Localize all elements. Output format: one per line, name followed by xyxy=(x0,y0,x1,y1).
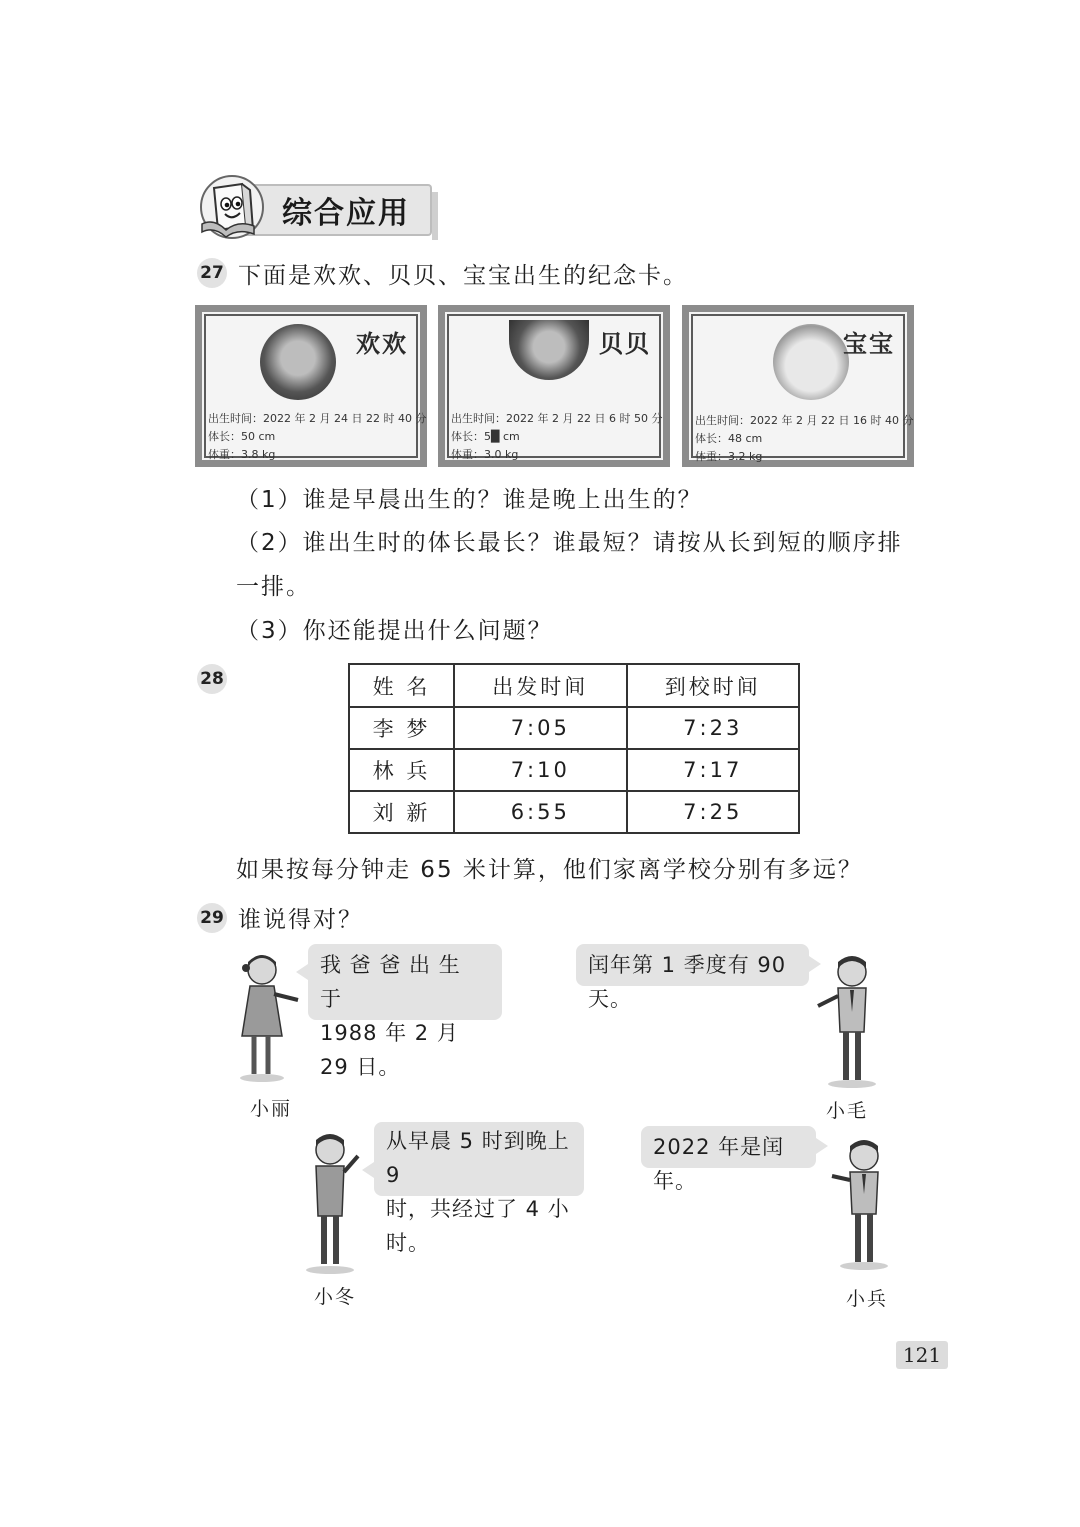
kid-name-xiaomao: 小毛 xyxy=(826,1100,869,1122)
question-number-27: 27 xyxy=(197,258,227,288)
table-cell-name: 刘 新 xyxy=(349,791,454,833)
bubble-line: 我 爸 爸 出 生 于 xyxy=(320,953,461,1011)
bubble-line: 从早晨 5 时到晚上 9 xyxy=(386,1129,570,1187)
card-weight: 体重：3.8 kg xyxy=(208,448,276,461)
table-header-row xyxy=(349,664,799,707)
boy-figure-icon xyxy=(824,1136,900,1276)
table-cell-name: 林 兵 xyxy=(349,749,454,791)
table-cell-arrive: 7:17 xyxy=(627,749,799,791)
section-header xyxy=(196,174,436,240)
kid-name-xiaoli: 小丽 xyxy=(250,1098,293,1120)
table-cell-depart: 6:55 xyxy=(454,791,626,833)
card-name: 欢欢 xyxy=(356,330,408,358)
card-weight: 体重：3.0 kg xyxy=(451,448,519,461)
question-27-sub3: （3）你还能提出什么问题？ xyxy=(236,618,553,644)
card-birth-time: 出生时间：2022 年 2 月 24 日 22 时 40 分 xyxy=(208,412,427,425)
schedule-table xyxy=(348,663,800,834)
kid-name-xiaodong: 小冬 xyxy=(314,1286,357,1308)
bubble-line: 2022 年是闰年。 xyxy=(653,1135,785,1193)
question-number-28: 28 xyxy=(197,664,227,694)
boy-figure-icon xyxy=(302,1130,372,1280)
section-title: 综合应用 xyxy=(282,196,410,231)
speech-bubble-xiaomao xyxy=(576,944,809,1011)
baby-photo xyxy=(773,324,849,400)
card-length: 体长：5█ cm xyxy=(451,430,520,443)
card-name: 贝贝 xyxy=(599,330,651,358)
card-birth-time: 出生时间：2022 年 2 月 22 日 16 时 40 分 xyxy=(695,414,914,427)
speech-bubble-xiaodong xyxy=(374,1122,584,1255)
question-number-29: 29 xyxy=(197,903,227,933)
bubble-line: 闰年第 1 季度有 90 天。 xyxy=(588,953,787,1011)
table-cell-name: 李 梦 xyxy=(349,707,454,749)
question-28-text: 如果按每分钟走 65 米计算，他们家离学校分别有多远？ xyxy=(236,857,863,883)
page-number: 121 xyxy=(896,1341,948,1369)
question-27-sub2: （2）谁出生时的体长最长？谁最短？请按从长到短的顺序排 xyxy=(236,530,903,556)
book-mascot-icon xyxy=(196,174,268,240)
boy-figure-icon xyxy=(808,952,888,1092)
table-cell-depart: 7:10 xyxy=(454,749,626,791)
table-header: 出发时间 xyxy=(454,664,626,707)
speech-bubble-xiaoli xyxy=(308,944,502,1079)
bubble-tail xyxy=(296,964,308,980)
table-header: 姓 名 xyxy=(349,664,454,707)
table-cell-arrive: 7:23 xyxy=(627,707,799,749)
card-birth-time: 出生时间：2022 年 2 月 22 日 6 时 50 分 xyxy=(451,412,663,425)
table-row xyxy=(349,707,799,749)
question-27-sub2-cont: 一排。 xyxy=(236,574,311,600)
bubble-line: 时，共经过了 4 小时。 xyxy=(386,1197,570,1255)
birth-card-baobao xyxy=(682,305,914,467)
table-cell-arrive: 7:25 xyxy=(627,791,799,833)
table-header: 到校时间 xyxy=(627,664,799,707)
speech-bubble-xiaobing xyxy=(641,1126,816,1193)
card-length: 体长：50 cm xyxy=(208,430,276,443)
bubble-tail xyxy=(362,1162,374,1178)
question-27-sub1: （1）谁是早晨出生的？谁是晚上出生的？ xyxy=(236,487,703,513)
birth-card-beibei xyxy=(438,305,670,467)
table-cell-depart: 7:05 xyxy=(454,707,626,749)
table-row xyxy=(349,749,799,791)
table-row xyxy=(349,791,799,833)
kid-name-xiaobing: 小兵 xyxy=(846,1288,889,1310)
question-27-prompt: 下面是欢欢、贝贝、宝宝出生的纪念卡。 xyxy=(238,263,688,289)
card-name: 宝宝 xyxy=(843,330,895,358)
card-length: 体长：48 cm xyxy=(695,432,763,445)
baby-photo xyxy=(260,324,336,400)
baby-photo xyxy=(509,320,589,380)
question-29-prompt: 谁说得对？ xyxy=(238,907,363,933)
birth-card-huanhuan xyxy=(195,305,427,467)
card-weight: 体重：3.2 kg xyxy=(695,450,763,463)
bubble-line: 1988 年 2 月 29 日。 xyxy=(320,1021,459,1079)
